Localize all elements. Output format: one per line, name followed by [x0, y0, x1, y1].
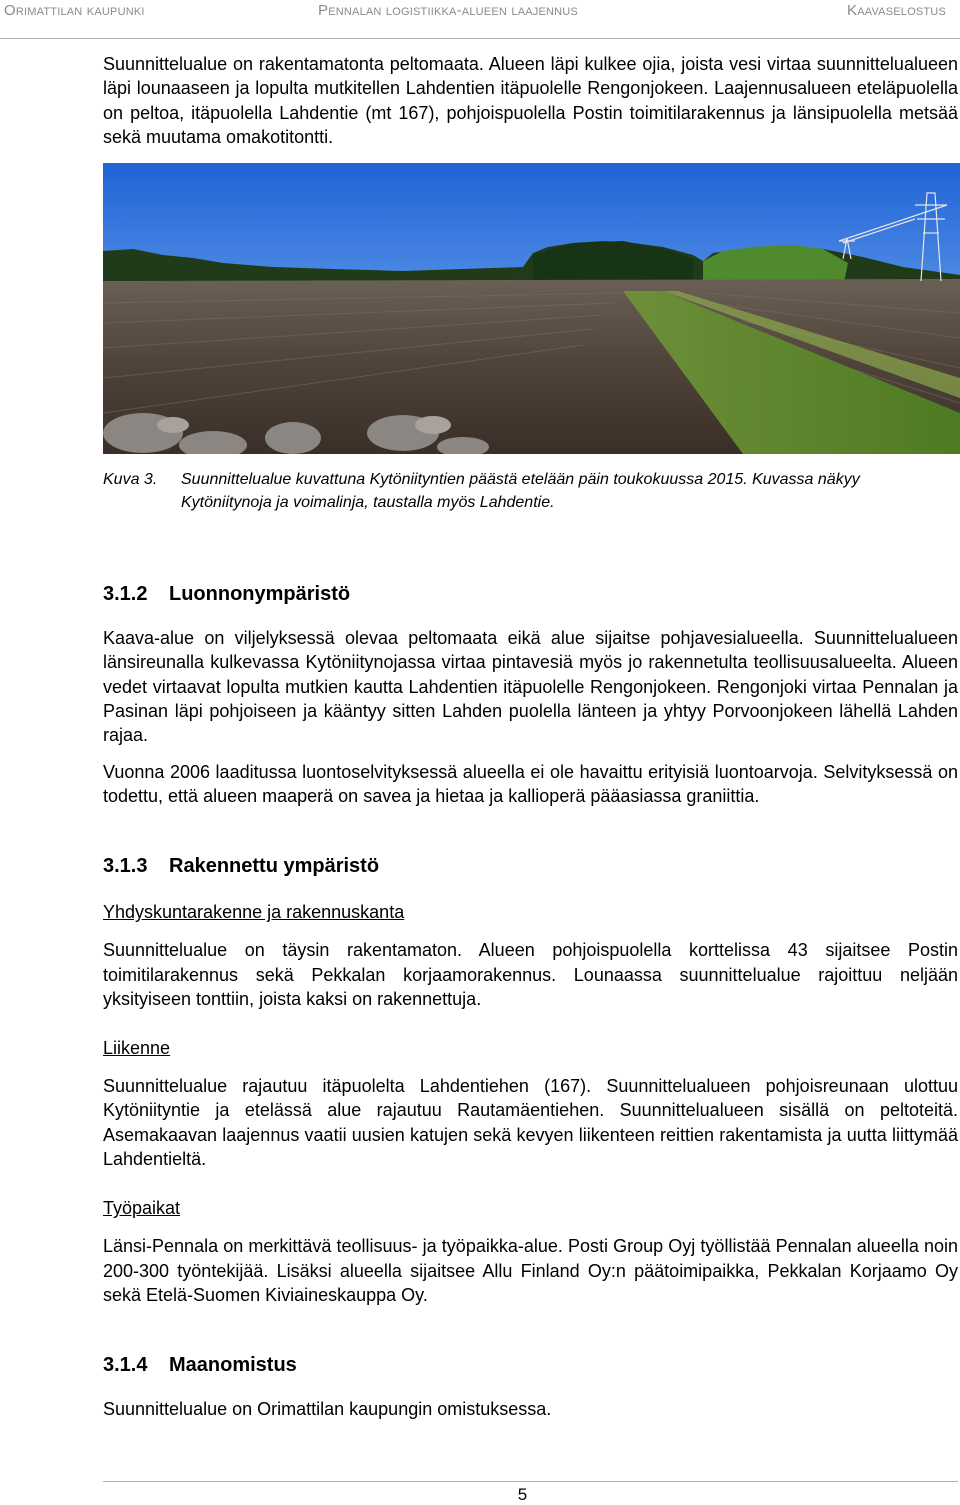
page-content	[103, 52, 958, 1422]
page-number: 5	[517, 1485, 528, 1504]
section-title: Luonnonympäristö	[169, 583, 351, 606]
section-heading-3-1-3	[103, 854, 958, 878]
field-photo	[103, 163, 960, 454]
section-heading-3-1-4	[103, 1353, 958, 1377]
subheading-workplaces: Työpaikat	[103, 1198, 181, 1219]
nature-paragraph-1: Kaava-alue on viljelyksessä olevaa peltomaata eikä alue sijaitse pohjavesialueella. Suunnittelualueen länsireunalla kulkevassa Kytöniitynojassa virtaa pintavesiä myös jo rakennetulta teollisuusalueelta. Alueen vedet virtaavat lopulta mutkien kautta Lahdentien itäpuolelle Rengonjokeen. Rengonjoki virtaa Pennalan ja Pasinan läpi pohjoiseen ja kääntyy sitten Lahden puolella länteen ja yhtyy Porvoonjokeen lähellä Lahden rajaa.	[103, 628, 958, 746]
section-number: 3.1.4	[103, 1354, 148, 1377]
page-header	[0, 0, 960, 39]
section-title: Maanomistus	[169, 1354, 297, 1377]
section-heading-3-1-2	[103, 582, 958, 606]
figure-label: Kuva 3.	[103, 471, 158, 489]
header-organization: Orimattilan kaupunki	[4, 2, 145, 19]
figure-caption	[103, 468, 953, 514]
figure-caption-text: Suunnittelualue kuvattuna Kytöniityntien päästä etelään päin toukokuussa 2015. Kuvassa näkyy Kytöniitynoja ja voimalinja, taustalla myös Lahdentie.	[181, 471, 860, 512]
header-document-title: Pennalan logistiikka-alueen laajennus	[318, 2, 578, 19]
subheading-traffic: Liikenne	[103, 1038, 171, 1059]
subheading-community-structure: Yhdyskuntarakenne ja rakennuskanta	[103, 902, 405, 923]
footer-divider	[103, 1481, 958, 1482]
section-number: 3.1.3	[103, 855, 148, 878]
built-paragraph-1: Suunnittelualue on täysin rakentamaton. Alueen pohjoispuolella korttelissa 43 sijaitsee Postin toimitilarakennus sekä Pekkalan korjaamorakennus. Lounaassa suunnittelualue rajoittuu neljään yksityiseen tonttiin, joista kaksi on rakennettuja.	[103, 940, 958, 1009]
intro-paragraph: Suunnittelualue on rakentamatonta peltomaata. Alueen läpi kulkee ojia, joista vesi virtaa suunnittelualueen läpi lounaaseen ja lopulta mutkitellen Lahdentien itäpuolelle Rengonjokeen. Laajennusalueen eteläpuolella on peltoa, itäpuolella Lahdentie (mt 167), pohjoispuolella Postin toimitilarakennus ja länsipuolella metsää sekä muutama omakotitontti.	[103, 54, 958, 147]
nature-paragraph-2: Vuonna 2006 laaditussa luontoselvityksessä alueella ei ole havaittu erityisiä luontoarvoja. Selvityksessä on todettu, että alueen maaperä on savea ja hietaa ja kallioperä pääasiassa graniittia.	[103, 761, 958, 806]
built-paragraph-2: Suunnittelualue rajautuu itäpuolelta Lahdentiehen (167). Suunnittelualueen pohjoisreunaan ulottuu Kytöniityntie ja etelässä alue rajautuu Rautamäentiehen. Suunnittelualueen sisällä on peltoteitä. Asemakaavan laajennus vaatii uusien katujen sekä kevyen liikenteen reittien rakentamista ja uutta liittymää Lahdentieltä.	[103, 1076, 958, 1170]
header-document-type: Kaavaselostus	[846, 2, 946, 19]
section-title: Rakennettu ympäristö	[169, 855, 380, 878]
ownership-paragraph: Suunnittelualue on Orimattilan kaupungin omistuksessa.	[103, 1399, 552, 1420]
section-number: 3.1.2	[103, 583, 148, 606]
built-paragraph-3: Länsi-Pennala on merkittävä teollisuus- ja työpaikka-alue. Posti Group Oyj työllistää Pennalan alueella noin 200-300 työntekijää. Lisäksi alueella sijaitsee Allu Finland Oy:n päätoimipaikka, Pekkalan Korjaamo Oy sekä Etelä-Suomen Kiviaineskauppa Oy.	[103, 1236, 958, 1305]
